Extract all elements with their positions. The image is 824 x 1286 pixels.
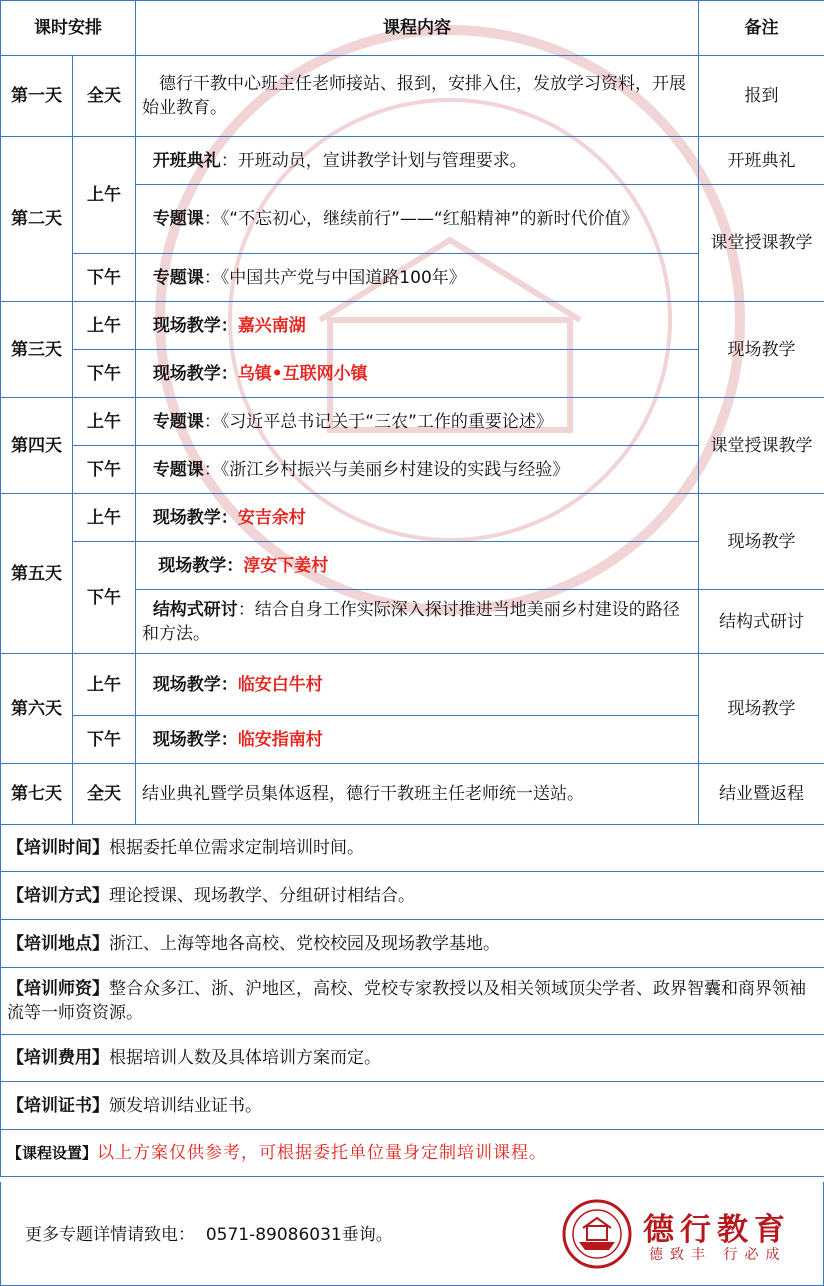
logo-name: 德行教育 (643, 1212, 791, 1248)
course-content (136, 716, 699, 764)
course-text: ：《中国共产党与中国道路100年》 (203, 267, 466, 288)
course-text: ：《浙江乡村振兴与美丽乡村建设的实践与经验》 (203, 459, 570, 480)
info-label: 【培训费用】 (7, 1048, 109, 1068)
note-cell: 现场教学 (699, 654, 824, 764)
site-name: 乌镇•互联网小镇 (237, 363, 368, 384)
table-row (1, 137, 824, 185)
info-label: 【培训师资】 (7, 979, 109, 999)
header-row (1, 1, 824, 56)
course-type: 专题课 (152, 209, 204, 229)
course-content: 德行干教中心班主任老师接站、报到，安排入住，发放学习资料，开展始业教育。 (136, 56, 699, 137)
note-cell: 现场教学 (699, 302, 824, 398)
table-row (1, 398, 824, 446)
course-content (136, 494, 699, 542)
info-text: 理论授课、现场教学、分组研讨相结合。 (109, 885, 415, 906)
site-name: 安吉余村 (237, 507, 306, 528)
course-content (136, 654, 699, 716)
day-label: 第七天 (1, 764, 73, 825)
course-type: 现场教学： (152, 363, 238, 384)
logo-slogan: 德致丰 行必成 (649, 1247, 787, 1263)
site-name: 淳安下姜村 (243, 555, 329, 576)
info-label: 【培训方式】 (7, 885, 109, 906)
site-name: 嘉兴南湖 (237, 315, 306, 336)
course-type: 专题课 (152, 411, 204, 432)
half-label: 上午 (73, 398, 136, 446)
info-label: 【培训地点】 (7, 933, 109, 954)
course-type: 现场教学： (152, 729, 238, 750)
half-label: 上午 (73, 302, 136, 350)
course-content (136, 185, 699, 254)
day-label: 第二天 (1, 137, 73, 302)
info-text: 浙江、上海等地各高校、党校校园及现场教学基地。 (109, 933, 500, 954)
half-label: 上午 (73, 494, 136, 542)
half-label: 下午 (73, 350, 136, 398)
course-content: 结业典礼暨学员集体返程，德行干教班主任老师统一送站。 (136, 764, 699, 825)
contact-phone: 0571-89086031垂询。 (205, 1225, 393, 1245)
half-label: 上午 (73, 654, 136, 716)
note-cell: 结业暨返程 (699, 764, 824, 825)
note-cell: 开班典礼 (699, 137, 824, 185)
contact-label: 更多专题详情请致电： (25, 1225, 195, 1245)
course-type: 现场教学： (152, 507, 238, 528)
half-label: 全天 (73, 764, 136, 825)
course-content (136, 590, 699, 654)
contact-line (25, 1220, 393, 1245)
half-label: 下午 (73, 542, 136, 654)
info-row-fee (1, 1035, 824, 1082)
info-text: 根据培训人数及具体培训方案而定。 (109, 1048, 381, 1068)
course-content (136, 446, 699, 494)
info-text: 以上方案仅供参考，可根据委托单位量身定制培训课程。 (97, 1143, 548, 1163)
course-text: ：结合自身工作实际深入探讨推进当地美丽乡村建设的路径和方法。 (142, 599, 680, 644)
info-label: 【培训证书】 (7, 1095, 109, 1116)
half-label: 下午 (73, 716, 136, 764)
note-cell: 课堂授课教学 (699, 185, 824, 302)
course-type: 专题课 (152, 267, 204, 288)
course-text: ：《“不忘初心，继续前行”——“红船精神”的新时代价值》 (203, 209, 639, 229)
note-cell: 报到 (699, 56, 824, 137)
day-label: 第三天 (1, 302, 73, 398)
info-text: 根据委托单位需求定制培训时间。 (109, 838, 364, 858)
day-label: 第四天 (1, 398, 73, 494)
table-row (1, 494, 824, 542)
day-label: 第六天 (1, 654, 73, 764)
note-cell: 结构式研讨 (699, 590, 824, 654)
day-label: 第五天 (1, 494, 73, 654)
info-label: 【培训时间】 (7, 838, 109, 858)
half-label: 下午 (73, 254, 136, 302)
brand-logo (561, 1198, 811, 1268)
course-type: 结构式研讨 (152, 599, 238, 620)
notes-header: 备注 (699, 1, 824, 56)
course-type: 开班典礼 (152, 150, 221, 171)
info-row-cert (1, 1082, 824, 1130)
half-label: 上午 (73, 137, 136, 254)
site-name: 临安白牛村 (237, 674, 323, 695)
course-content (136, 398, 699, 446)
content-header: 课程内容 (136, 1, 699, 56)
note-cell: 课堂授课教学 (699, 398, 824, 494)
info-row-faculty (1, 968, 824, 1035)
course-content (136, 254, 699, 302)
info-text: 颁发培训结业证书。 (109, 1095, 262, 1116)
course-content (136, 302, 699, 350)
logo-emblem-icon (561, 1198, 633, 1270)
site-name: 临安指南村 (237, 729, 323, 750)
day-label: 第一天 (1, 56, 73, 137)
course-text: ：《习近平总书记关于“三农”工作的重要论述》 (203, 411, 553, 432)
course-content (136, 350, 699, 398)
info-row-course (1, 1130, 824, 1177)
info-text: 整合众多江、浙、沪地区，高校、党校专家教授以及相关领域顶尖学者、政界智囊和商界领袖流等一师资资源。 (7, 979, 806, 1023)
schedule-header: 课时安排 (1, 1, 136, 56)
course-type: 现场教学： (152, 315, 238, 336)
table-row (1, 56, 824, 137)
info-row-mode (1, 872, 824, 920)
footer (0, 1182, 824, 1286)
course-content (136, 137, 699, 185)
course-type: 现场教学： (152, 674, 238, 695)
course-type: 专题课 (152, 459, 204, 480)
half-label: 下午 (73, 446, 136, 494)
course-type: 现场教学： (158, 555, 244, 576)
info-row-time (1, 825, 824, 872)
note-cell: 现场教学 (699, 494, 824, 590)
table-row (1, 764, 824, 825)
half-label: 全天 (73, 56, 136, 137)
course-text: ：开班动员，宣讲教学计划与管理要求。 (220, 150, 527, 171)
info-row-place (1, 920, 824, 968)
table-row (1, 302, 824, 350)
table-row (1, 654, 824, 716)
info-label: 【课程设置】 (7, 1144, 98, 1162)
course-content (136, 542, 699, 590)
